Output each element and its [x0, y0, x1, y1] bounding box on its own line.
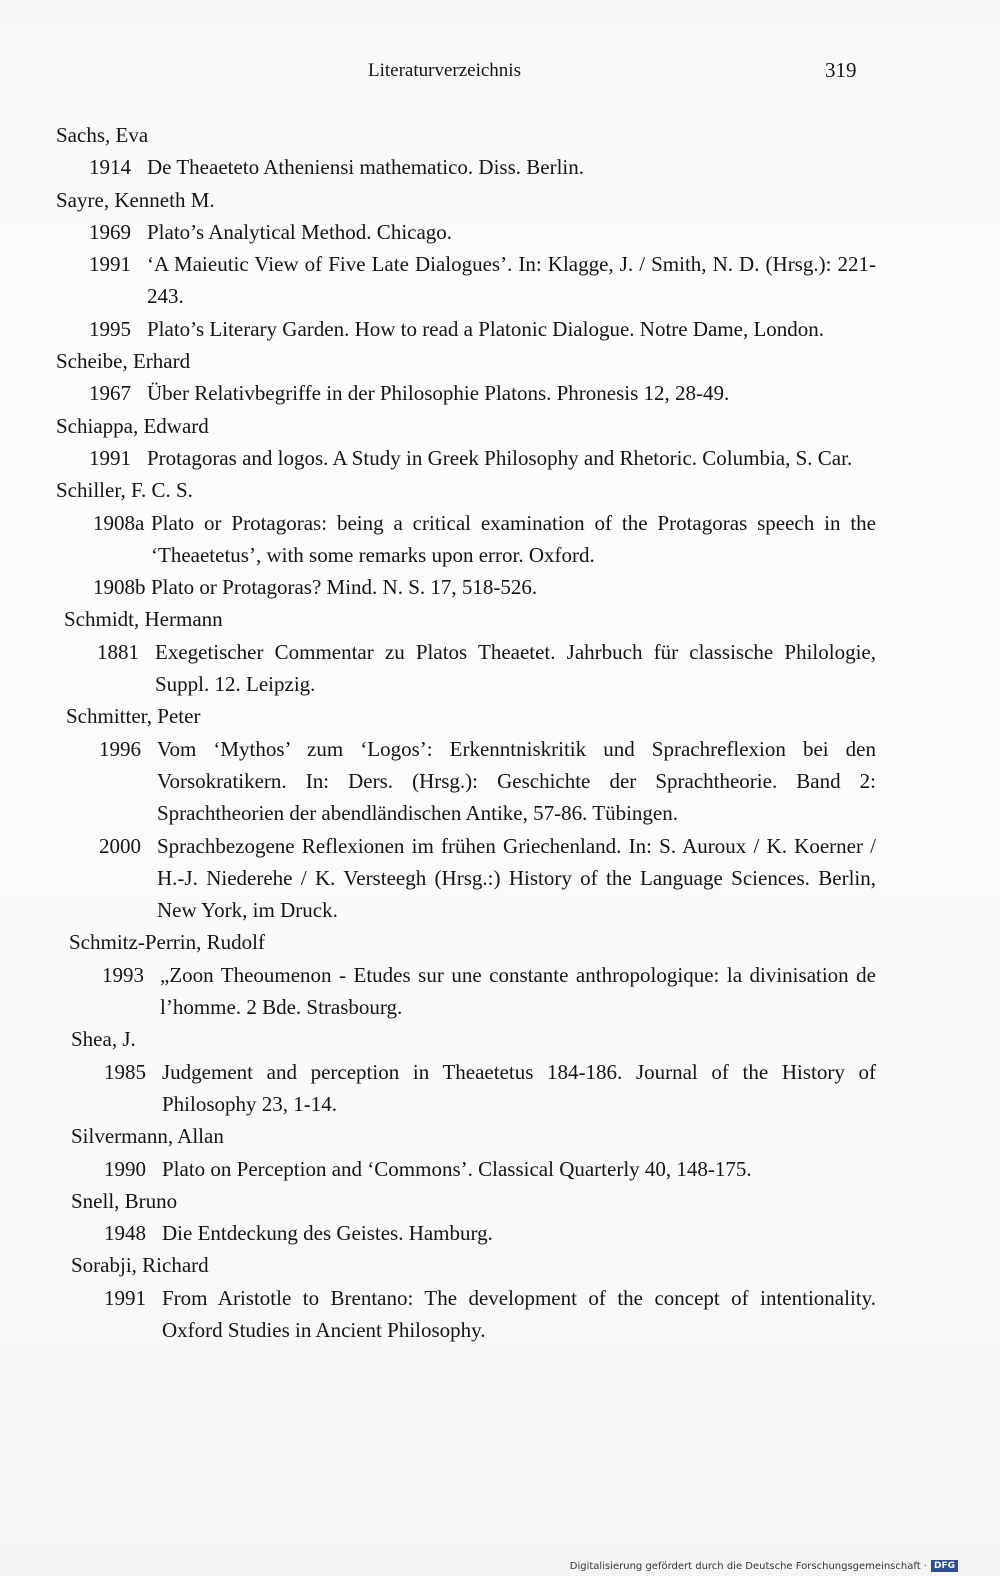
reference-year: 1908a — [93, 510, 145, 535]
bibliography-entry — [71, 1185, 876, 1250]
reference-item — [56, 377, 876, 409]
bibliography-entry — [64, 603, 876, 700]
reference-year: 1881 — [97, 639, 139, 664]
reference-item — [56, 248, 876, 313]
page-number: 319 — [825, 58, 857, 82]
reference-item — [60, 571, 876, 603]
reference-year: 1948 — [104, 1221, 146, 1246]
reference-text: Die Entdeckung des Geistes. Hamburg. — [162, 1221, 493, 1246]
funding-footer — [570, 1560, 958, 1572]
reference-text: From Aristotle to Brentano: The development of the concept of intentionality. Oxford Studies in Ancient Philosophy. — [162, 1285, 876, 1342]
bibliography-entry — [56, 345, 876, 410]
author-name: Scheibe, Erhard — [56, 349, 191, 374]
bibliography-entry — [69, 926, 876, 1023]
bibliography-entry — [56, 119, 876, 184]
author-name: Snell, Bruno — [71, 1188, 178, 1213]
reference-item — [66, 830, 876, 927]
reference-text: Plato on Perception and ‘Commons’. Classical Quarterly 40, 148-175. — [162, 1156, 752, 1181]
reference-item — [71, 1153, 876, 1185]
author-name: Shea, J. — [71, 1027, 136, 1052]
reference-text: Protagoras and logos. A Study in Greek Philosophy and Rhetoric. Columbia, S. Car. — [147, 445, 853, 470]
reference-item — [56, 442, 876, 474]
reference-item — [56, 313, 876, 345]
author-name: Schmitter, Peter — [66, 704, 201, 729]
reference-year: 1969 — [89, 219, 131, 244]
reference-text: Plato’s Analytical Method. Chicago. — [147, 219, 453, 244]
reference-text: De Theaeteto Atheniensi mathematico. Diss. Berlin. — [147, 155, 585, 180]
reference-text: Plato or Protagoras: being a critical examination of the Protagoras speech in the ‘Theaetetus’, with some remarks upon error. Oxford. — [151, 510, 876, 567]
reference-year: 1995 — [89, 316, 131, 341]
reference-item — [60, 507, 876, 572]
author-name: Sachs, Eva — [56, 123, 149, 147]
running-head — [0, 60, 1000, 90]
reference-year: 1914 — [89, 155, 131, 180]
reference-item — [56, 151, 876, 183]
reference-text: Exegetischer Commentar zu Platos Theaetet. Jahrbuch für classische Philologie, Suppl. 12. Leipzig. — [155, 639, 876, 697]
reference-year: 1990 — [104, 1156, 146, 1181]
reference-item — [71, 1056, 876, 1121]
reference-item — [66, 733, 876, 830]
reference-year: 1991 — [89, 252, 131, 277]
reference-year: 1908b — [93, 575, 146, 600]
bibliography-entry — [71, 1249, 876, 1346]
reference-item — [71, 1217, 876, 1249]
bibliography-entry — [71, 1120, 876, 1185]
reference-year: 1991 — [89, 445, 131, 470]
reference-text: Über Relativbegriffe in der Philosophie Platons. Phronesis 12, 28-49. — [147, 381, 730, 406]
reference-text: Judgement and perception in Theaetetus 184-186. Journal of the History of Philosophy 23, 1-14. — [162, 1059, 876, 1116]
reference-text: Vom ‘Mythos’ zum ‘Logos’: Erkenntniskritik und Sprachreflexion bei den Vorsokratikern. In: Ders. (Hrsg.): Geschichte der Sprachtheorie. Band 2: Sprachtheorien der abendländischen Antike, 57-86. Tübingen. — [157, 736, 876, 826]
reference-year: 2000 — [99, 833, 141, 858]
reference-year: 1991 — [104, 1285, 146, 1310]
bibliography-entry — [56, 410, 876, 475]
reference-year: 1985 — [104, 1059, 146, 1084]
author-name: Schmitz-Perrin, Rudolf — [69, 930, 265, 955]
author-name: Schiappa, Edward — [56, 413, 209, 438]
running-title: Literaturverzeichnis — [368, 60, 521, 81]
reference-text: Sprachbezogene Reflexionen im frühen Griechenland. In: S. Auroux / K. Koerner / H.-J. Niederehe / K. Versteegh (Hrsg.:) History of the Language Sciences. Berlin, New York, im Druck. — [157, 833, 876, 923]
reference-text: Plato or Protagoras? Mind. N. S. 17, 518-526. — [151, 575, 538, 600]
reference-text: Plato’s Literary Garden. How to read a Platonic Dialogue. Notre Dame, London. — [147, 316, 825, 341]
reference-year: 1967 — [89, 381, 131, 406]
reference-item — [71, 1282, 876, 1347]
reference-text: ‘A Maieutic View of Five Late Dialogues’. In: Klagge, J. / Smith, N. D. (Hrsg.): 221-243. — [147, 252, 876, 309]
bibliography-list — [56, 119, 876, 1346]
reference-text: „Zoon Theoumenon - Etudes sur une constante anthropologique: la divinisation de l’homme. 2 Bde. Strasbourg. — [160, 962, 876, 1020]
reference-year: 1996 — [99, 736, 141, 761]
bibliography-entry — [66, 700, 876, 926]
author-name: Schiller, F. C. S. — [56, 478, 193, 503]
author-name: Schmidt, Hermann — [64, 607, 223, 632]
bibliography-entry — [56, 474, 876, 603]
author-name: Sayre, Kenneth M. — [56, 187, 215, 212]
author-name: Sorabji, Richard — [71, 1253, 209, 1278]
reference-item — [64, 636, 876, 701]
bibliography-entry — [71, 1023, 876, 1120]
reference-year: 1993 — [102, 962, 144, 987]
author-name: Silvermann, Allan — [71, 1124, 224, 1149]
funding-note: Digitalisierung gefördert durch die Deutsche Forschungsgemeinschaft · — [569, 1561, 927, 1572]
reference-item — [69, 959, 876, 1024]
dfg-logo: DFG — [931, 1560, 958, 1572]
bibliography-entry — [56, 184, 876, 345]
reference-item — [56, 216, 876, 248]
